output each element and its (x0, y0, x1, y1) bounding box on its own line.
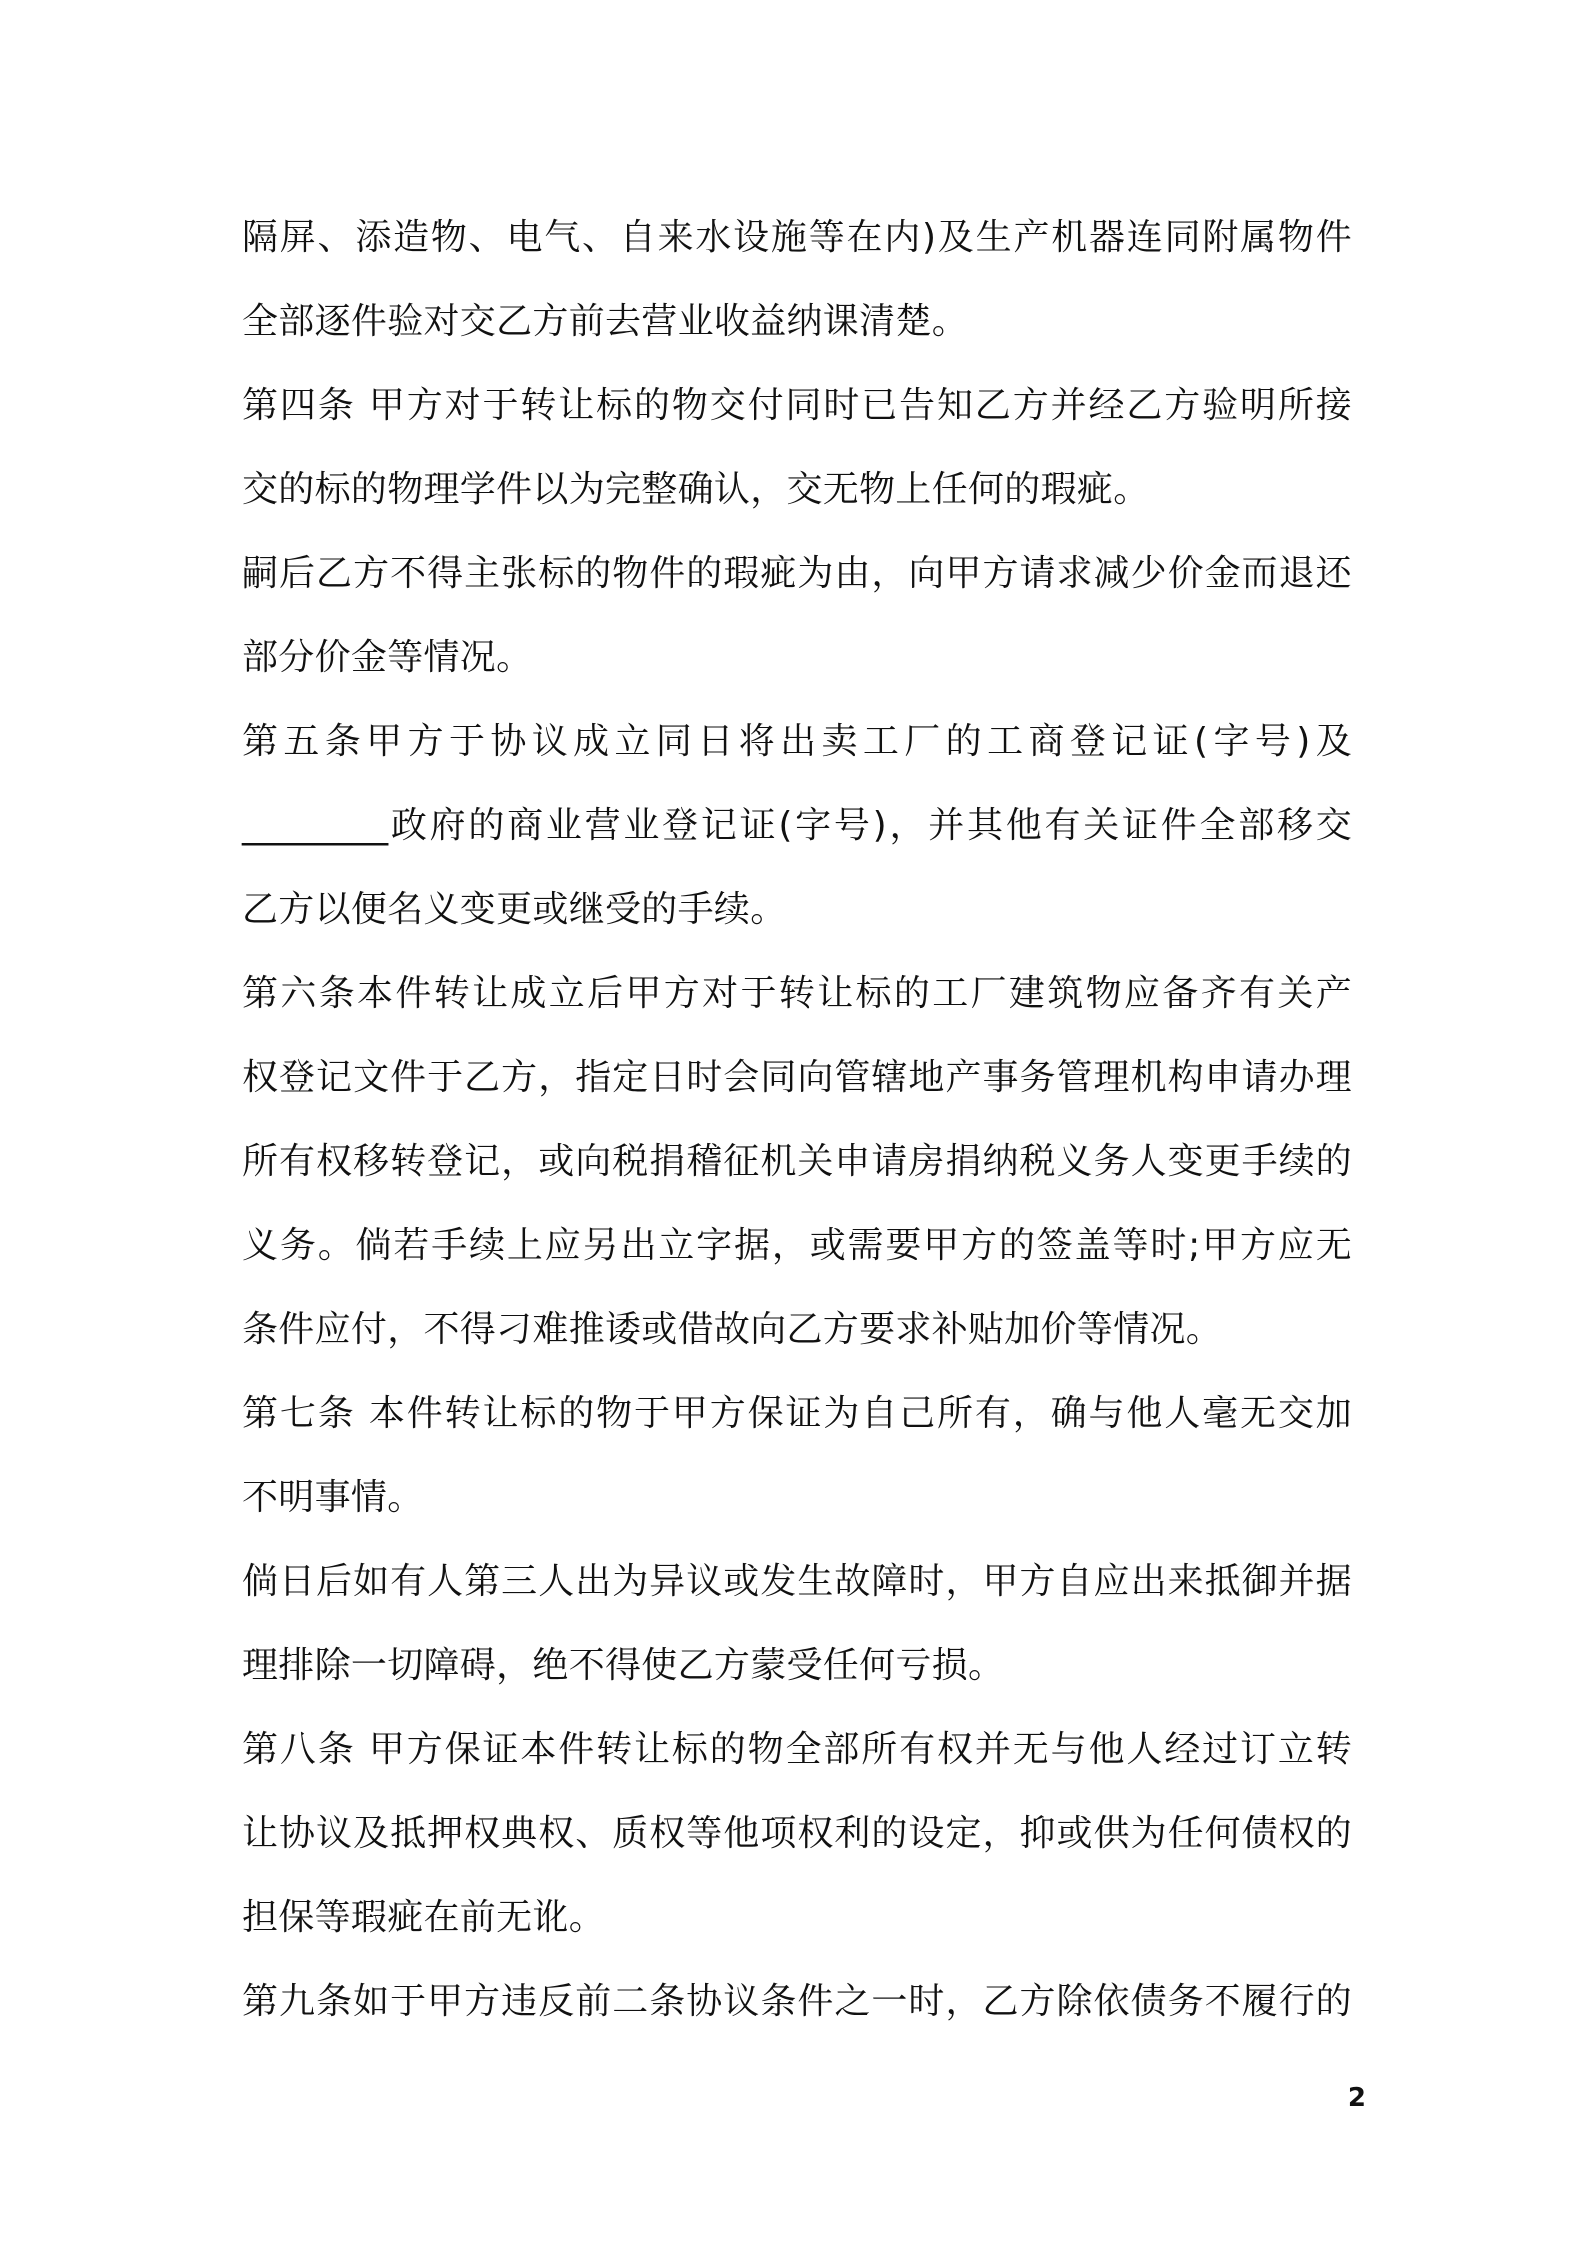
text-line: 第六条本件转让成立后甲方对于转让标的工厂建筑物应备齐有关产 (242, 973, 1352, 1014)
page-number: 2 (1347, 2083, 1366, 2113)
text-line: 全部逐件验对交乙方前去营业收益纳课清楚。 (242, 301, 969, 342)
text-line: 理排除一切障碍，绝不得使乙方蒙受任何亏损。 (242, 1645, 1005, 1686)
text-line: 乙方以便名义变更或继受的手续。 (242, 889, 787, 930)
text-line: 部分价金等情况。 (242, 637, 533, 678)
text-line: 隔屏、添造物、电气、自来水设施等在内)及生产机器连同附属物件 (242, 217, 1352, 258)
text-line: 第九条如于甲方违反前二条协议条件之一时，乙方除依债务不履行的 (242, 1981, 1352, 2022)
text-line: 嗣后乙方不得主张标的物件的瑕疵为由，向甲方请求减少价金而退还 (242, 553, 1352, 594)
text-line: 担保等瑕疵在前无讹。 (242, 1897, 606, 1938)
text-line: 所有权移转登记，或向税捐稽征机关申请房捐纳税义务人变更手续的 (242, 1141, 1352, 1182)
text-line: 交的标的物理学件以为完整确认，交无物上任何的瑕疵。 (242, 469, 1150, 510)
text-line: 权登记文件于乙方，指定日时会同向管辖地产事务管理机构申请办理 (242, 1057, 1352, 1098)
document-body (242, 196, 1352, 2044)
text-line: 第七条 本件转让标的物于甲方保证为自己所有，确与他人毫无交加 (242, 1393, 1352, 1434)
text-line: ________政府的商业营业登记证(字号)，并其他有关证件全部移交 (242, 805, 1352, 846)
text-line: 条件应付，不得刁难推诿或借故向乙方要求补贴加价等情况。 (242, 1309, 1223, 1350)
text-line: 倘日后如有人第三人出为异议或发生故障时，甲方自应出来抵御并据 (242, 1561, 1352, 1602)
text-line: 让协议及抵押权典权、质权等他项权利的设定，抑或供为任何债权的 (242, 1813, 1352, 1854)
text-line: 义务。倘若手续上应另出立字据，或需要甲方的签盖等时;甲方应无 (242, 1225, 1352, 1266)
text-line: 不明事情。 (242, 1477, 424, 1518)
text-line: 第四条 甲方对于转让标的物交付同时已告知乙方并经乙方验明所接 (242, 385, 1352, 426)
text-line: 第八条 甲方保证本件转让标的物全部所有权并无与他人经过订立转 (242, 1729, 1352, 1770)
text-line: 第五条甲方于协议成立同日将出卖工厂的工商登记证(字号)及 (242, 721, 1352, 762)
